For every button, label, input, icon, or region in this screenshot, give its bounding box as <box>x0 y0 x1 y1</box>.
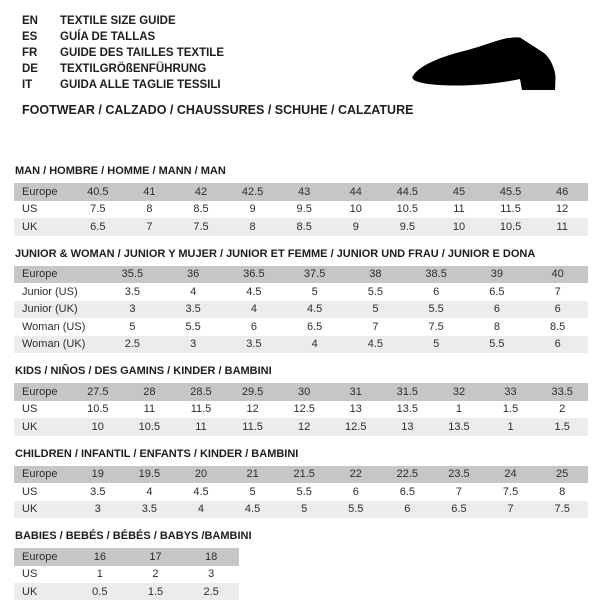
size-value-cell: 7.5 <box>536 501 588 519</box>
language-code: EN <box>22 15 38 27</box>
size-value-cell: 5.5 <box>330 501 382 519</box>
size-table-junior-woman <box>14 266 588 354</box>
size-value-cell: 23.5 <box>433 466 485 484</box>
table-row <box>14 401 588 419</box>
size-value-cell: 25 <box>536 466 588 484</box>
size-value-cell: 7.5 <box>175 218 227 236</box>
language-label: GUIDA ALLE TAGLIE TESSILI <box>60 79 221 91</box>
row-label-cell: US <box>22 485 38 498</box>
size-value-cell: 5.5 <box>367 285 384 298</box>
section-title: MAN / HOMBRE / HOMME / MANN / MAN <box>15 165 226 177</box>
size-value-cell: 6.5 <box>306 320 323 333</box>
size-value-cell: 2.5 <box>183 583 239 600</box>
size-table-man <box>14 183 588 236</box>
table-row <box>14 501 588 519</box>
row-label-cell: Europe <box>14 183 72 201</box>
size-value-cell: 13 <box>349 403 362 416</box>
size-value-cell: 24 <box>485 466 537 484</box>
size-value-cell: 12 <box>278 418 330 436</box>
size-value-cell: 5 <box>311 285 318 298</box>
size-value-cell: 45 <box>433 183 485 201</box>
size-value-cell: 8.5 <box>278 218 330 236</box>
row-label-cell: US <box>22 403 38 416</box>
size-section-babies <box>14 530 588 600</box>
size-value-cell: 1 <box>485 418 537 436</box>
size-value-cell: 21.5 <box>278 466 330 484</box>
size-value-cell: 39 <box>467 266 528 284</box>
size-value-cell: 1.5 <box>502 403 519 416</box>
size-value-cell: 4.5 <box>246 285 262 298</box>
size-value-cell: 8 <box>227 218 279 236</box>
size-value-cell: 5 <box>345 301 406 319</box>
size-value-cell: 7.5 <box>90 203 106 216</box>
size-value-cell: 10.5 <box>485 218 537 236</box>
language-label: GUÍA DE TALLAS <box>60 31 156 43</box>
size-value-cell: 11.5 <box>190 403 212 416</box>
size-value-cell: 19.5 <box>124 466 176 484</box>
size-value-cell: 12 <box>246 403 259 416</box>
size-value-cell: 9 <box>330 218 382 236</box>
size-value-cell: 6 <box>382 501 434 519</box>
size-value-cell: 11 <box>143 403 156 416</box>
language-code: ES <box>22 31 38 43</box>
size-value-cell: 3.5 <box>124 285 141 298</box>
table-row <box>14 283 588 301</box>
size-value-cell: 6.5 <box>433 501 485 519</box>
row-label-cell: Europe <box>14 266 102 284</box>
size-value-cell: 17 <box>128 548 184 566</box>
size-value-cell: 32 <box>433 383 485 401</box>
size-value-cell: 10 <box>433 218 485 236</box>
language-code: FR <box>22 47 38 59</box>
size-value-cell: 37.5 <box>284 266 345 284</box>
size-value-cell: 46 <box>536 183 588 201</box>
size-value-cell: 5.5 <box>296 485 312 498</box>
table-header-row <box>14 466 588 484</box>
row-label-cell: Junior (US) <box>22 285 78 298</box>
size-value-cell: 4 <box>175 501 227 519</box>
size-section-kids <box>14 365 588 436</box>
size-value-cell: 12 <box>556 203 569 216</box>
table-row <box>14 201 588 219</box>
size-value-cell: 3.5 <box>163 301 224 319</box>
size-value-cell: 11.5 <box>500 203 521 216</box>
size-value-cell: 43 <box>278 183 330 201</box>
size-value-cell: 12.5 <box>330 418 382 436</box>
size-value-cell: 10 <box>349 203 362 216</box>
size-value-cell: 42.5 <box>227 183 279 201</box>
size-value-cell: 21 <box>227 466 279 484</box>
table-header-row <box>14 183 588 201</box>
section-title: CHILDREN / INFANTIL / ENFANTS / KINDER / BAMBINI <box>15 447 299 460</box>
language-label: TEXTILE SIZE GUIDE <box>60 15 176 27</box>
section-title: BABIES / BEBÉS / BÉBÉS / BABYS /BAMBINI <box>15 530 252 542</box>
size-value-cell: 1.5 <box>536 418 588 436</box>
size-value-cell: 6 <box>527 301 588 319</box>
size-value-cell: 8.5 <box>193 203 209 216</box>
size-value-cell: 10.5 <box>87 403 109 416</box>
size-value-cell: 27.5 <box>72 383 124 401</box>
size-value-cell: 6 <box>250 320 257 333</box>
size-value-cell: 13.5 <box>433 418 485 436</box>
table-row <box>14 483 588 501</box>
size-section-man <box>14 165 588 236</box>
language-code: IT <box>22 79 33 91</box>
size-value-cell: 9 <box>249 203 256 216</box>
size-value-cell: 33.5 <box>536 383 588 401</box>
table-header-row <box>14 266 588 284</box>
size-value-cell: 42 <box>175 183 227 201</box>
size-value-cell: 6 <box>433 285 440 298</box>
size-value-cell: 36.5 <box>224 266 285 284</box>
size-value-cell: 31.5 <box>382 383 434 401</box>
section-title: KIDS / NIÑOS / DES GAMINS / KINDER / BAMBINI <box>15 365 272 377</box>
size-value-cell: 9.5 <box>296 203 312 216</box>
size-value-cell: 2.5 <box>102 336 163 354</box>
size-value-cell: 6 <box>467 301 528 319</box>
size-value-cell: 44 <box>330 183 382 201</box>
size-value-cell: 41 <box>124 183 176 201</box>
row-label-cell: UK <box>14 218 72 236</box>
size-value-cell: 3 <box>72 501 124 519</box>
size-value-cell: 7 <box>124 218 176 236</box>
size-value-cell: 40 <box>527 266 588 284</box>
size-value-cell: 8 <box>559 485 566 498</box>
language-label: TEXTILGRÖßENFÜHRUNG <box>60 63 207 75</box>
size-value-cell: 5.5 <box>185 320 201 333</box>
size-value-cell: 7.5 <box>502 485 519 498</box>
category-heading: FOOTWEAR / CALZADO / CHAUSSURES / SCHUHE / CALZATURE <box>22 103 414 117</box>
size-value-cell: 3.5 <box>224 336 285 354</box>
size-table-children <box>14 466 588 519</box>
size-value-cell: 11 <box>536 218 588 236</box>
size-value-cell: 10 <box>72 418 124 436</box>
size-value-cell: 11 <box>175 418 227 436</box>
size-value-cell: 35.5 <box>102 266 163 284</box>
table-row <box>14 566 239 584</box>
size-value-cell: 18 <box>183 548 239 566</box>
table-row <box>14 583 239 600</box>
size-value-cell: 11 <box>453 203 465 216</box>
size-value-cell: 4 <box>284 336 345 354</box>
size-value-cell: 7.5 <box>428 320 444 333</box>
row-label-cell: Europe <box>14 383 72 401</box>
size-value-cell: 12.5 <box>293 403 315 416</box>
table-row <box>14 418 588 436</box>
size-value-cell: 4.5 <box>345 336 406 354</box>
size-value-cell: 28.5 <box>175 383 227 401</box>
size-value-cell: 2 <box>559 403 566 416</box>
size-value-cell: 7 <box>485 501 537 519</box>
size-value-cell: 9.5 <box>382 218 434 236</box>
size-value-cell: 38.5 <box>406 266 467 284</box>
size-table-kids <box>14 383 588 436</box>
row-label-cell: Europe <box>14 466 72 484</box>
size-value-cell: 5.5 <box>467 336 528 354</box>
size-value-cell: 30 <box>278 383 330 401</box>
size-value-cell: 3.5 <box>124 501 176 519</box>
row-label-cell: UK <box>14 583 72 600</box>
size-value-cell: 6.5 <box>489 285 505 298</box>
size-value-cell: 10.5 <box>124 418 176 436</box>
row-label-cell: UK <box>14 418 72 436</box>
size-value-cell: 19 <box>72 466 124 484</box>
size-value-cell: 7 <box>372 320 379 333</box>
table-header-row <box>14 548 239 566</box>
size-section-children <box>14 448 588 519</box>
size-value-cell: 5 <box>406 336 467 354</box>
size-value-cell: 13.5 <box>396 403 419 416</box>
size-value-cell: 4.5 <box>193 485 209 498</box>
size-value-cell: 4.5 <box>227 501 279 519</box>
size-value-cell: 40.5 <box>72 183 124 201</box>
size-value-cell: 4 <box>190 285 197 298</box>
size-value-cell: 6 <box>527 336 588 354</box>
size-value-cell: 11.5 <box>227 418 279 436</box>
size-value-cell: 22.5 <box>382 466 434 484</box>
size-value-cell: 3 <box>208 568 215 581</box>
size-value-cell: 31 <box>330 383 382 401</box>
size-value-cell: 1 <box>455 403 463 416</box>
size-value-cell: 5 <box>129 320 136 333</box>
row-label-cell: UK <box>14 501 72 519</box>
size-value-cell: 3 <box>163 336 224 354</box>
size-value-cell: 1.5 <box>128 583 184 600</box>
size-value-cell: 4 <box>224 301 285 319</box>
row-label-cell: Woman (UK) <box>14 336 102 354</box>
size-value-cell: 7 <box>554 285 561 298</box>
size-value-cell: 5 <box>249 485 256 498</box>
size-value-cell: 44.5 <box>382 183 434 201</box>
size-value-cell: 8.5 <box>549 320 566 333</box>
size-value-cell: 33 <box>485 383 537 401</box>
size-value-cell: 4 <box>146 485 153 498</box>
size-value-cell: 10.5 <box>396 203 419 216</box>
dress-shoe-icon <box>406 26 578 98</box>
size-value-cell: 29.5 <box>227 383 279 401</box>
size-value-cell: 0.5 <box>72 583 128 600</box>
size-value-cell: 36 <box>163 266 224 284</box>
size-value-cell: 38 <box>345 266 406 284</box>
table-row <box>14 336 588 354</box>
row-label-cell: Junior (UK) <box>14 301 102 319</box>
table-row <box>14 318 588 336</box>
size-value-cell: 28 <box>124 383 176 401</box>
size-value-cell: 8 <box>146 203 153 216</box>
size-value-cell: 6 <box>352 485 359 498</box>
row-label-cell: US <box>22 568 38 581</box>
size-value-cell: 22 <box>330 466 382 484</box>
size-value-cell: 7 <box>455 485 463 498</box>
table-header-row <box>14 383 588 401</box>
size-section-junior-woman <box>14 248 588 354</box>
size-value-cell: 5.5 <box>406 301 467 319</box>
language-label: GUIDE DES TAILLES TEXTILE <box>60 47 224 59</box>
table-row <box>14 218 588 236</box>
size-table-babies <box>14 548 239 600</box>
size-value-cell: 6.5 <box>399 485 415 498</box>
size-value-cell: 8 <box>493 320 500 333</box>
size-value-cell: 16 <box>72 548 128 566</box>
size-value-cell: 20 <box>175 466 227 484</box>
size-value-cell: 1 <box>96 568 103 581</box>
size-value-cell: 45.5 <box>485 183 537 201</box>
size-value-cell: 3.5 <box>90 485 106 498</box>
row-label-cell: Europe <box>14 548 72 566</box>
size-value-cell: 13 <box>382 418 434 436</box>
size-value-cell: 4.5 <box>284 301 345 319</box>
size-value-cell: 6.5 <box>72 218 124 236</box>
row-label-cell: Woman (US) <box>22 320 86 333</box>
size-value-cell: 2 <box>152 568 159 581</box>
row-label-cell: US <box>22 203 38 216</box>
size-value-cell: 5 <box>278 501 330 519</box>
language-code: DE <box>22 63 38 75</box>
size-value-cell: 3 <box>102 301 163 319</box>
table-row <box>14 301 588 319</box>
section-title: JUNIOR & WOMAN / JUNIOR Y MUJER / JUNIOR ET FEMME / JUNIOR UND FRAU / JUNIOR E DONA <box>15 247 536 260</box>
